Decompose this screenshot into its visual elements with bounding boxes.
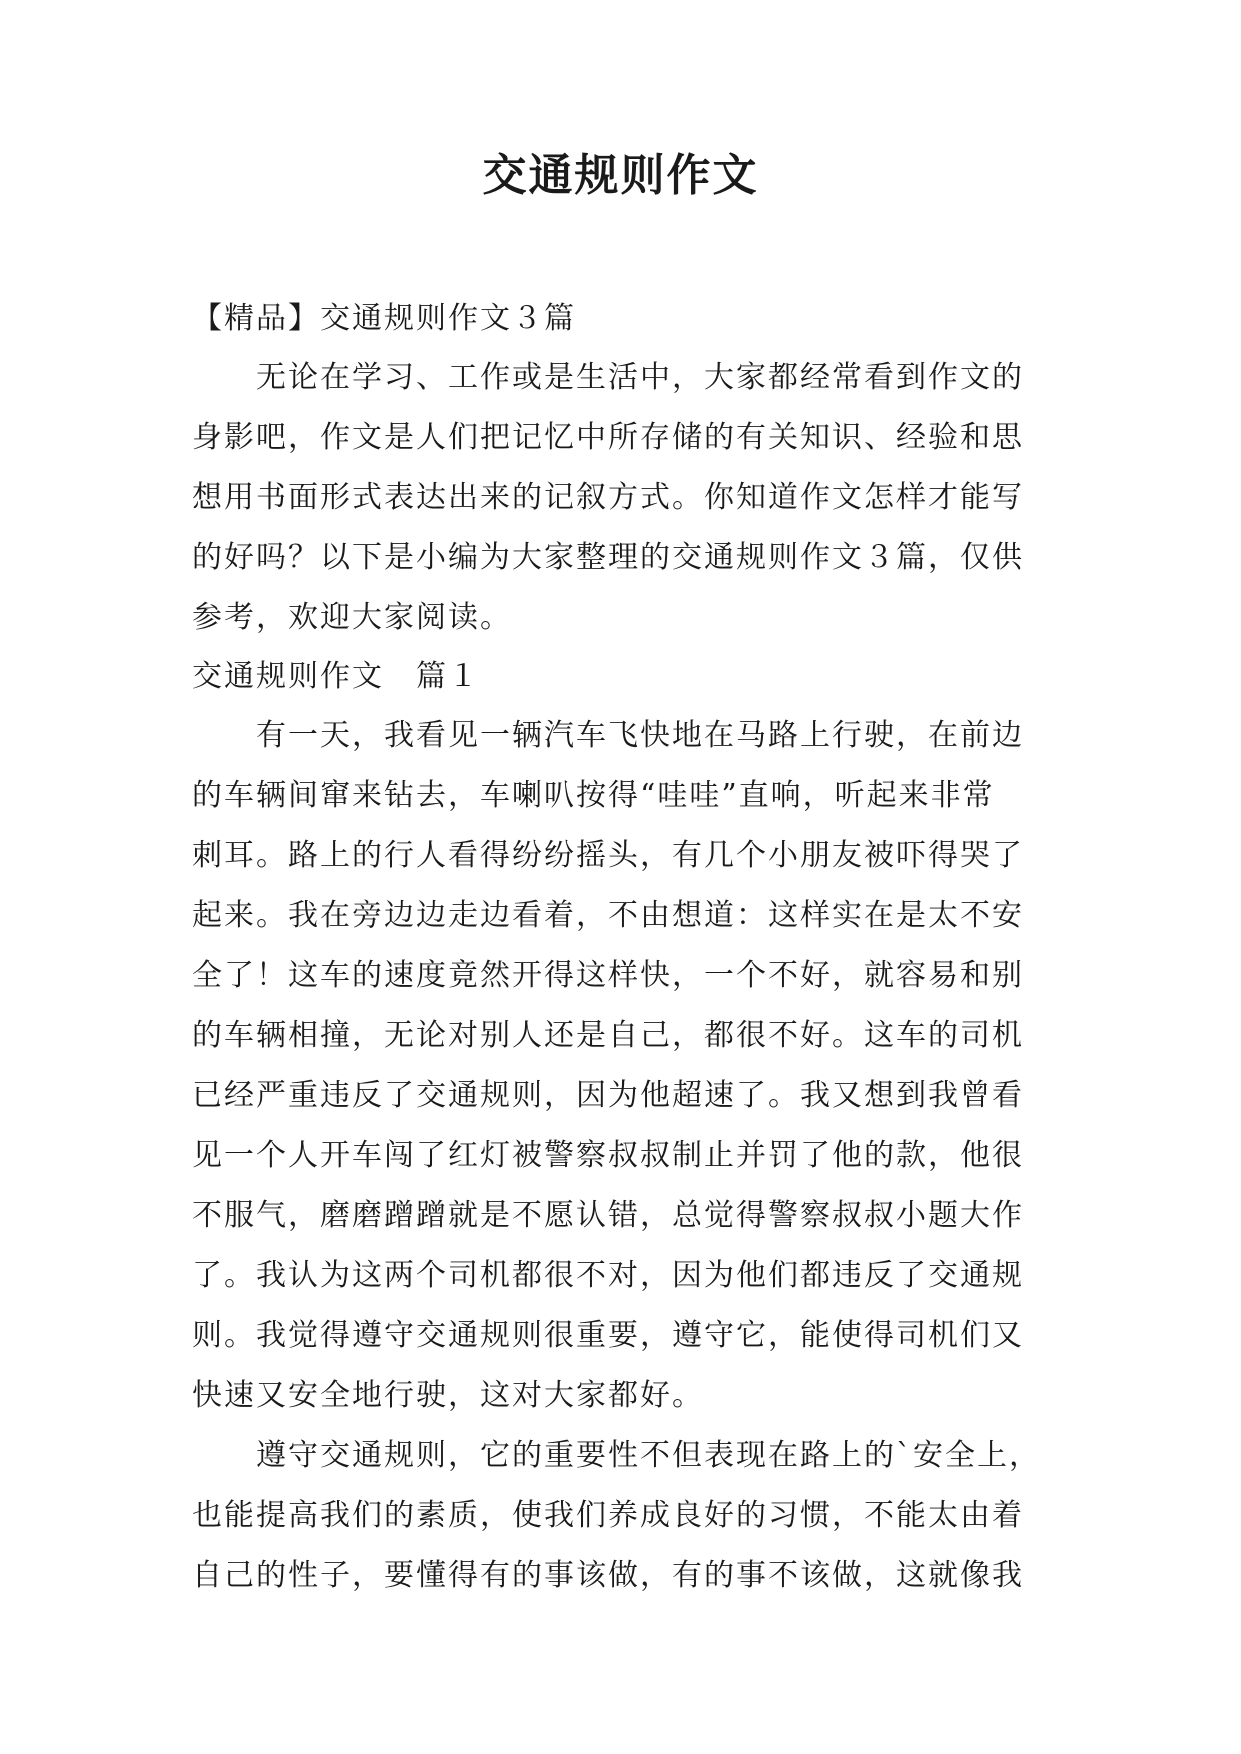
paragraph-line: 遵守交通规则，它的重要性不但表现在路上的`安全上， — [256, 1438, 1041, 1473]
paragraph-line: 有一天，我看见一辆汽车飞快地在马路上行驶，在前边 — [256, 718, 1024, 753]
document-subtitle: 【精品】交通规则作文３篇 — [192, 301, 576, 336]
paragraph-line: 则。我觉得遵守交通规则很重要，遵守它，能使得司机们又 — [192, 1318, 1024, 1353]
intro-line: 参考，欢迎大家阅读。 — [192, 600, 512, 635]
document-body — [192, 290, 1056, 1606]
section-heading: 交通规则作文 篇１ — [192, 659, 480, 694]
paragraph-line: 的车辆相撞，无论对别人还是自己，都很不好。这车的司机 — [192, 1018, 1024, 1053]
document-title: 交通规则作文 — [482, 150, 759, 201]
paragraph-line: 的车辆间窜来钻去，车喇叭按得“哇哇”直响，听起来非常 — [192, 778, 995, 813]
paragraph-line: 也能提高我们的素质，使我们养成良好的习惯，不能太由着 — [192, 1498, 1024, 1533]
paragraph-line: 了。我认为这两个司机都很不对，因为他们都违反了交通规 — [192, 1258, 1024, 1293]
intro-line: 的好吗？以下是小编为大家整理的交通规则作文３篇，仅供 — [192, 540, 1024, 575]
intro-line: 无论在学习、工作或是生活中，大家都经常看到作文的 — [256, 360, 1024, 395]
paragraph-line: 见一个人开车闯了红灯被警察叔叔制止并罚了他的款，他很 — [192, 1138, 1024, 1173]
paragraph-line: 不服气，磨磨蹭蹭就是不愿认错，总觉得警察叔叔小题大作 — [192, 1198, 1024, 1233]
paragraph-line: 刺耳。路上的行人看得纷纷摇头，有几个小朋友被吓得哭了 — [192, 838, 1024, 873]
paragraph-line: 全了！这车的速度竟然开得这样快，一个不好，就容易和别 — [192, 958, 1024, 993]
intro-line: 想用书面形式表达出来的记叙方式。你知道作文怎样才能写 — [192, 480, 1024, 515]
essay-paragraph-1 — [192, 706, 1056, 1426]
essay-paragraph-2 — [192, 1426, 1056, 1606]
paragraph-line: 已经严重违反了交通规则，因为他超速了。我又想到我曾看 — [192, 1078, 1024, 1113]
paragraph-line: 快速又安全地行驶，这对大家都好。 — [192, 1378, 704, 1413]
intro-line: 身影吧，作文是人们把记忆中所存储的有关知识、经验和思 — [192, 420, 1024, 455]
intro-paragraph — [192, 348, 1056, 648]
paragraph-line: 自己的性子，要懂得有的事该做，有的事不该做，这就像我 — [192, 1558, 1024, 1593]
paragraph-line: 起来。我在旁边边走边看着，不由想道：这样实在是太不安 — [192, 898, 1024, 933]
